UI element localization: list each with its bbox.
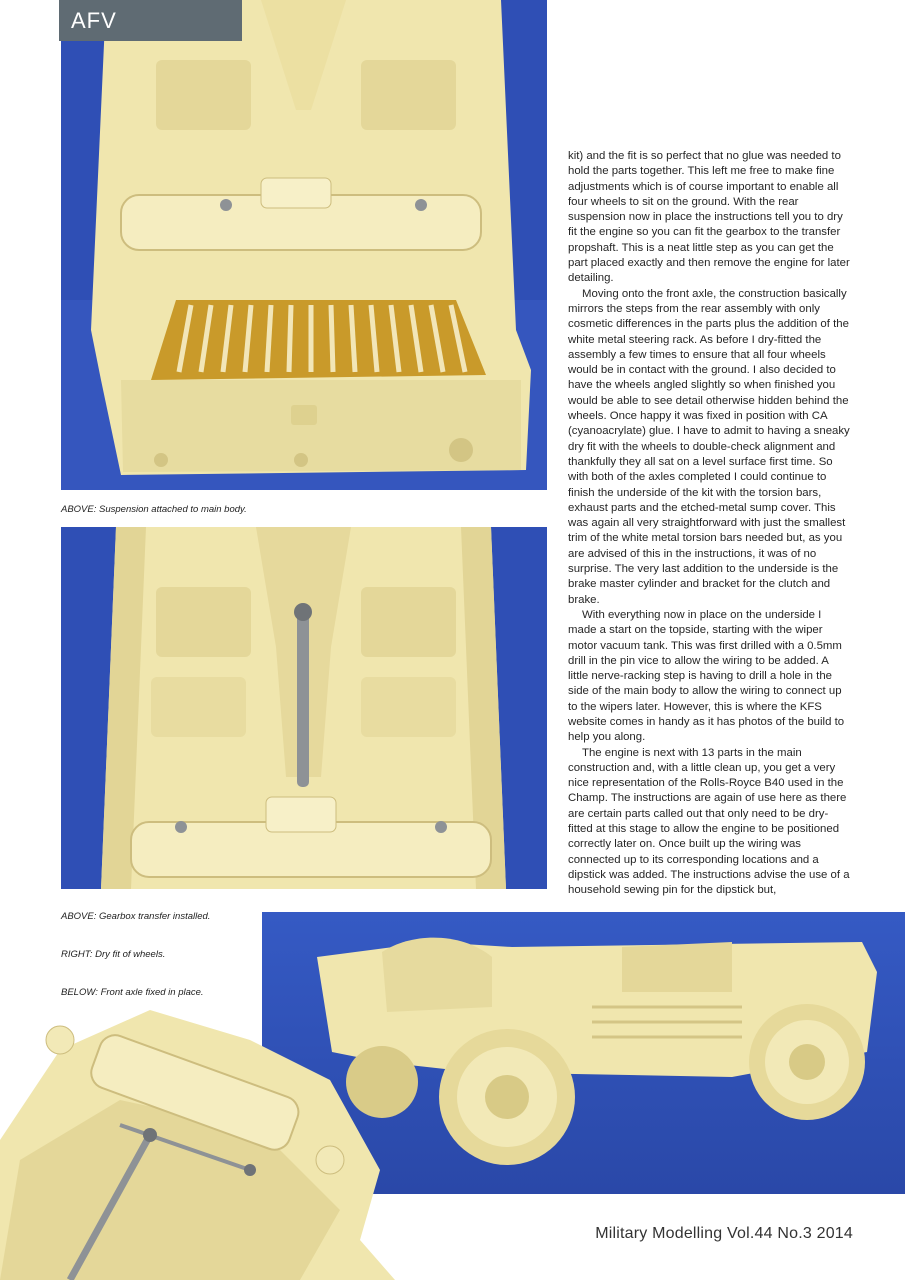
- article-paragraph: Moving onto the front axle, the construction basically mirrors the steps from the rear assembly with only cosmetic differences in the parts plus the addition of the white metal steering rack. As before I dry-fitted the assembly a few times to ensure that all four wheels would be in contact with the ground. I also decided to have the wheels angled slightly so when finished you would be able to see detail otherwise hidden behind the wheels. Once happy it was fixed in position with CA (cyanoacrylate) glue. I have to admit to having a sneaky dry fit with the wheels to double-check alignment and thankfully they all sat on a level surface first time. So with both of the axles completed I could continue to finish the underside of the kit with the torsion bars, exhaust parts and the etched-metal sump cover. This was again all very straightforward with just the smallest trim of the white metal torsion bars needed but, as you are advised of this in the instructions, it was of no surprise. The very last addition to the underside is the brake master cylinder and bracket for the clutch and brake.: [568, 287, 850, 606]
- photo-front-axle: [0, 1010, 395, 1280]
- article-paragraph: kit) and the fit is so perfect that no glue was needed to hold the parts together. This left me free to make fine adjustments which is of course important to enable all four wheels to sit on the ground. With the rear suspension now in place the instructions tell you to dry fit the engine so you can fit the gearbox to the transfer propshaft. This is a neat little step as you can get the part placed exactly and then remove the engine for later detailing.: [568, 150, 850, 285]
- photo-suspension: [61, 0, 547, 490]
- article-paragraph: With everything now in place on the underside I made a start on the topside, starting with the wiper motor vacuum tank. This was first drilled with a 0.5mm drill in the pin vice to allow the wiring to be added. A little nerve-racking step is having to drill a hole in the side of the main body to allow the wiring to connect up to the wipers later. However, this is where the KFS website comes in handy as it has photos of the build to help you along.: [568, 608, 845, 744]
- footer-publication: Military Modelling Vol.44 No.3 2014: [595, 1225, 853, 1242]
- caption-wheels: RIGHT: Dry fit of wheels.: [61, 949, 166, 960]
- photo-gearbox: [61, 527, 547, 889]
- article-body: [568, 149, 851, 899]
- section-tag: AFV: [59, 0, 242, 41]
- caption-front-axle: BELOW: Front axle fixed in place.: [61, 987, 204, 998]
- caption-gearbox: ABOVE: Gearbox transfer installed.: [61, 911, 211, 922]
- article-paragraph: The engine is next with 13 parts in the main construction and, with a little clean up, you get a very nice representation of the Rolls-Royce B40 used in the Champ. The instructions are again of use here as there are certain parts called out that only need to be dry-fitted at this stage to allow the engine to be positioned correctly later on. Once built up the wiring was connected up to its corresponding locations and a dipstick was added. The instructions advise the use of a household sewing pin for the dipstick but,: [568, 746, 850, 897]
- caption-suspension: ABOVE: Suspension attached to main body.: [61, 504, 247, 515]
